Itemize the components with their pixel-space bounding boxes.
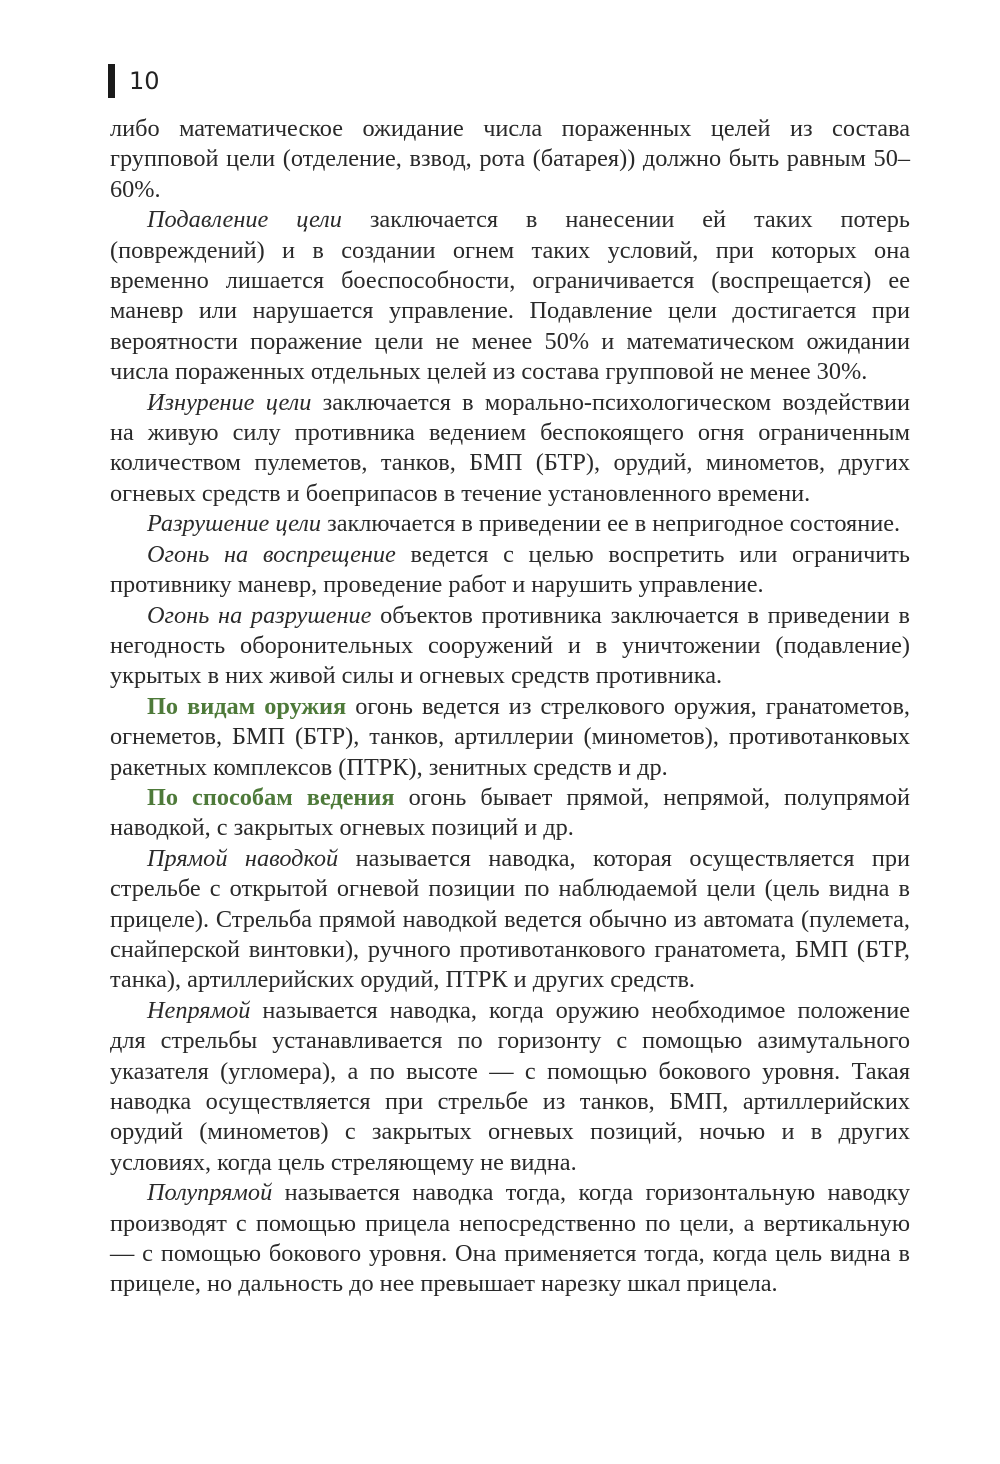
paragraph-term: Огонь на воспрещение [147,540,396,568]
paragraph-text: объектов противника заключается в приведении в негодность оборонительных сооружений и в уничтожении (подавление) укрытых в них живой силы и огневых средств противника. [110,601,910,690]
paragraph [110,540,910,601]
paragraph-text: заключается в приведении ее в непригодное состояние. [321,510,901,538]
paragraph-text: называется наводка, когда оружию необходимое положение для стрельбы устанавливается по горизонту с помощью азимутального указателя (угломера), а по высоте — с помощью бокового уровня. Такая наводка осуществляется при стрельбе из танков, БМП, артиллерийских орудий (минометов) с закрытых огневых позиций, ночью и в других условиях, когда цель стреляющему не видна. [110,996,910,1176]
paragraph-text: либо математическое ожидание числа пораженных целей из состава групповой цели (отделение, взвод, рота (батарея)) должно быть равным 50–60%. [110,115,910,203]
paragraph [110,844,910,996]
paragraph-text: называется наводка тогда, когда горизонтальную наводку производят с помощью прицела непосредственно по цели, а вертикальную — с помощью бокового уровня. Она применяется тогда, когда цель видна в прицеле, но дальность до нее превышает нарезку шкал прицела. [110,1179,910,1298]
paragraph [110,1178,910,1300]
paragraph-term: Полупрямой [147,1179,273,1207]
paragraph [110,692,910,783]
paragraph [110,114,910,205]
section-heading: По способам ведения [147,783,395,811]
paragraph-text: заключается в нанесении ей таких потерь (повреждений) и в создании огнем таких условий, при которых она временно лишается боеспособности, ограничивается (воспрещается) ее маневр или нарушается управление. Подавление цели достигается при вероятности поражение цели не менее 50% и математическом ожидании числа пораженных отдельных целей из состава групповой не менее 30%. [110,206,910,386]
page-header [108,64,160,98]
text-body [110,114,910,1300]
paragraph [110,388,910,510]
paragraph-term: Огонь на разрушение [147,601,372,629]
page-marker-bar [108,64,115,98]
paragraph [110,509,910,539]
paragraph-text: огонь бывает прямой, непрямой, полупрямой наводкой, с закрытых огневых позиций и др. [110,783,910,842]
paragraph-term: Разрушение цели [147,510,322,538]
section-heading: По видам оружия [147,692,347,720]
paragraph [110,783,910,844]
paragraph-text: называется наводка, которая осуществляется при стрельбе с открытой огневой позиции по наблюдаемой цели (цель видна в прицеле). Стрельба прямой наводкой ведется обычно из автомата (пулемета, снайперской винтовки), ручного противотанкового гранатомета, БМП (БТР, танка), артиллерийских орудий, ПТРК и других средств. [110,844,910,994]
paragraph [110,205,910,387]
paragraph-text: огонь ведется из стрелкового оружия, гранатометов, огнеметов, БМП (БТР), танков, артиллерии (минометов), противотанковых ракетных комплексов (ПТРК), зенитных средств и др. [110,692,910,781]
paragraph-term: Прямой наводкой [147,844,339,872]
paragraph-term: Подавление цели [147,206,342,234]
paragraph-text: ведется с целью воспретить или ограничить противнику маневр, проведение работ и нарушить управление. [110,540,911,599]
paragraph-text: заключается в морально-психологическом воздействии на живую силу противника ведением беспокоящего огня ограниченным количеством пулеметов, танков, БМП (БТР), орудий, минометов, других огневых средств и боеприпасов в течение установленного времени. [110,388,910,507]
paragraph-term: Непрямой [147,996,251,1024]
paragraph-term: Изнурение цели [147,388,312,416]
paragraph [110,601,910,692]
paragraph [110,996,910,1178]
page-number: 10 [129,67,160,95]
